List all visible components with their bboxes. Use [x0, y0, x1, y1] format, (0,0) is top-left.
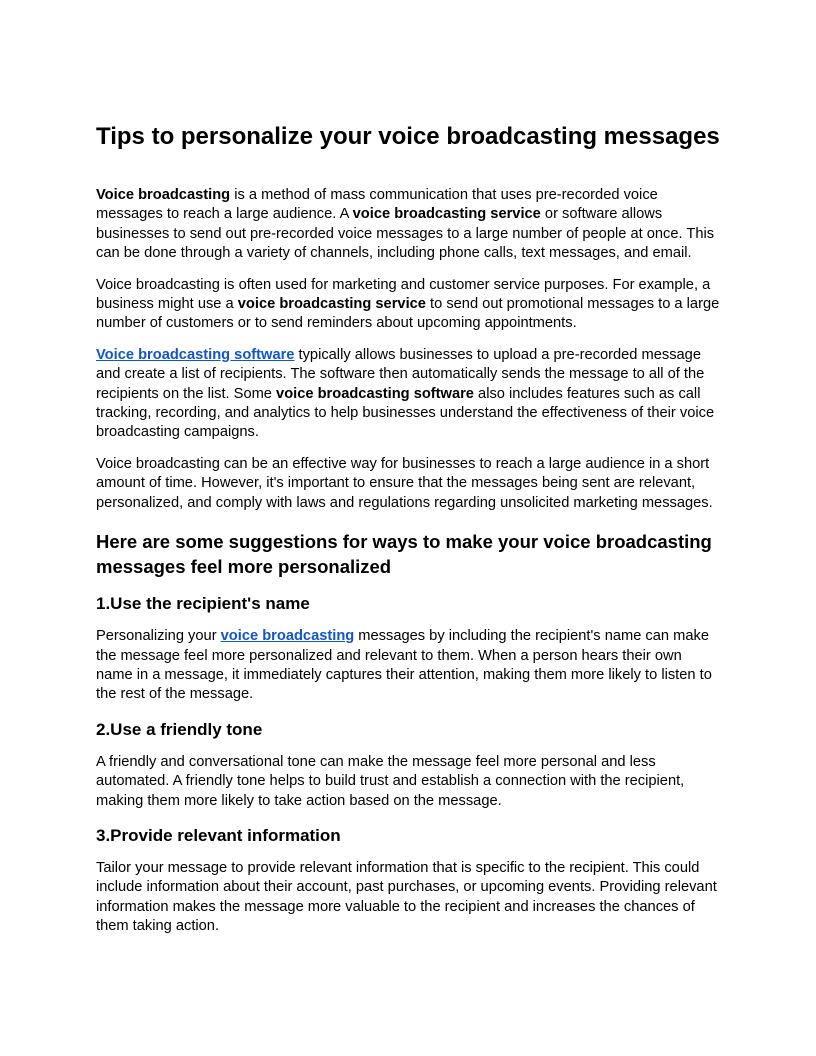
tip-3-text: Tailor your message to provide relevant information that is specific to the recipient. This could include information about their account, past purchases, or upcoming events. Providing relevant information makes the message more valuable to the recipient and increases the chances of them taking action. [96, 859, 717, 935]
tip-1-heading: 1.Use the recipient's name [96, 594, 310, 614]
bold-term: voice broadcasting service [237, 296, 426, 313]
tip-3-heading: 3.Provide relevant information [96, 825, 341, 845]
paragraph-uses [96, 276, 722, 334]
text: or software allows businesses to send out pre-recorded voice messages to a large number of people at once. This can be done through a variety of channels, including phone calls, text messages, and email. [96, 206, 715, 262]
text: typically allows businesses to upload a pre-recorded message and create a list of recipients. The software then automatically sends the message to all of the recipients on the list. Some [96, 346, 705, 402]
paragraph-intro [96, 186, 722, 264]
text: Personalizing your [96, 628, 221, 645]
tip-1-text [96, 627, 722, 705]
text: to send out promotional messages to a large number of customers or to send reminders about upcoming appointments. [96, 296, 720, 332]
paragraph-software [96, 346, 722, 443]
text: Voice broadcasting is often used for marketing and customer service purposes. For example, a business might use a [96, 276, 711, 313]
text: messages by including the recipient's name can make the message feel more personalized and relevant to them. When a person hears their own name in a message, it immediately captures their attention, making them more likely to listen to the rest of the message. [96, 628, 712, 703]
tip-2-text: A friendly and conversational tone can make the message feel more personal and less automated. A friendly tone helps to build trust and establish a connection with the recipient, making them more likely to take action based on the message. [96, 753, 685, 809]
section-heading: Here are some suggestions for ways to make your voice broadcasting messages feel more personalized [96, 531, 712, 578]
voice-broadcasting-link[interactable]: voice broadcasting [220, 628, 355, 645]
bold-term: Voice broadcasting [96, 187, 231, 203]
bold-term: voice broadcasting service [352, 206, 541, 223]
paragraph-effective: Voice broadcasting can be an effective way for businesses to reach a large audience in a short amount of time. However, it's important to ensure that the messages being sent are relevant, personalized, and comply with laws and regulations regarding unsolicited marketing messages. [96, 455, 713, 511]
text: is a method of mass communication that uses pre-recorded voice messages to reach a large audience. A [96, 187, 658, 223]
bold-term: voice broadcasting software [276, 385, 474, 402]
page-title: Tips to personalize your voice broadcasting messages [96, 123, 720, 150]
voice-broadcasting-software-link[interactable]: Voice broadcasting software [96, 346, 295, 363]
tip-2-heading: 2.Use a friendly tone [96, 719, 263, 739]
document-page [96, 122, 722, 949]
text: also includes features such as call tracking, recording, and analytics to help businesses understand the effectiveness of their voice broadcasting campaigns. [96, 385, 715, 441]
